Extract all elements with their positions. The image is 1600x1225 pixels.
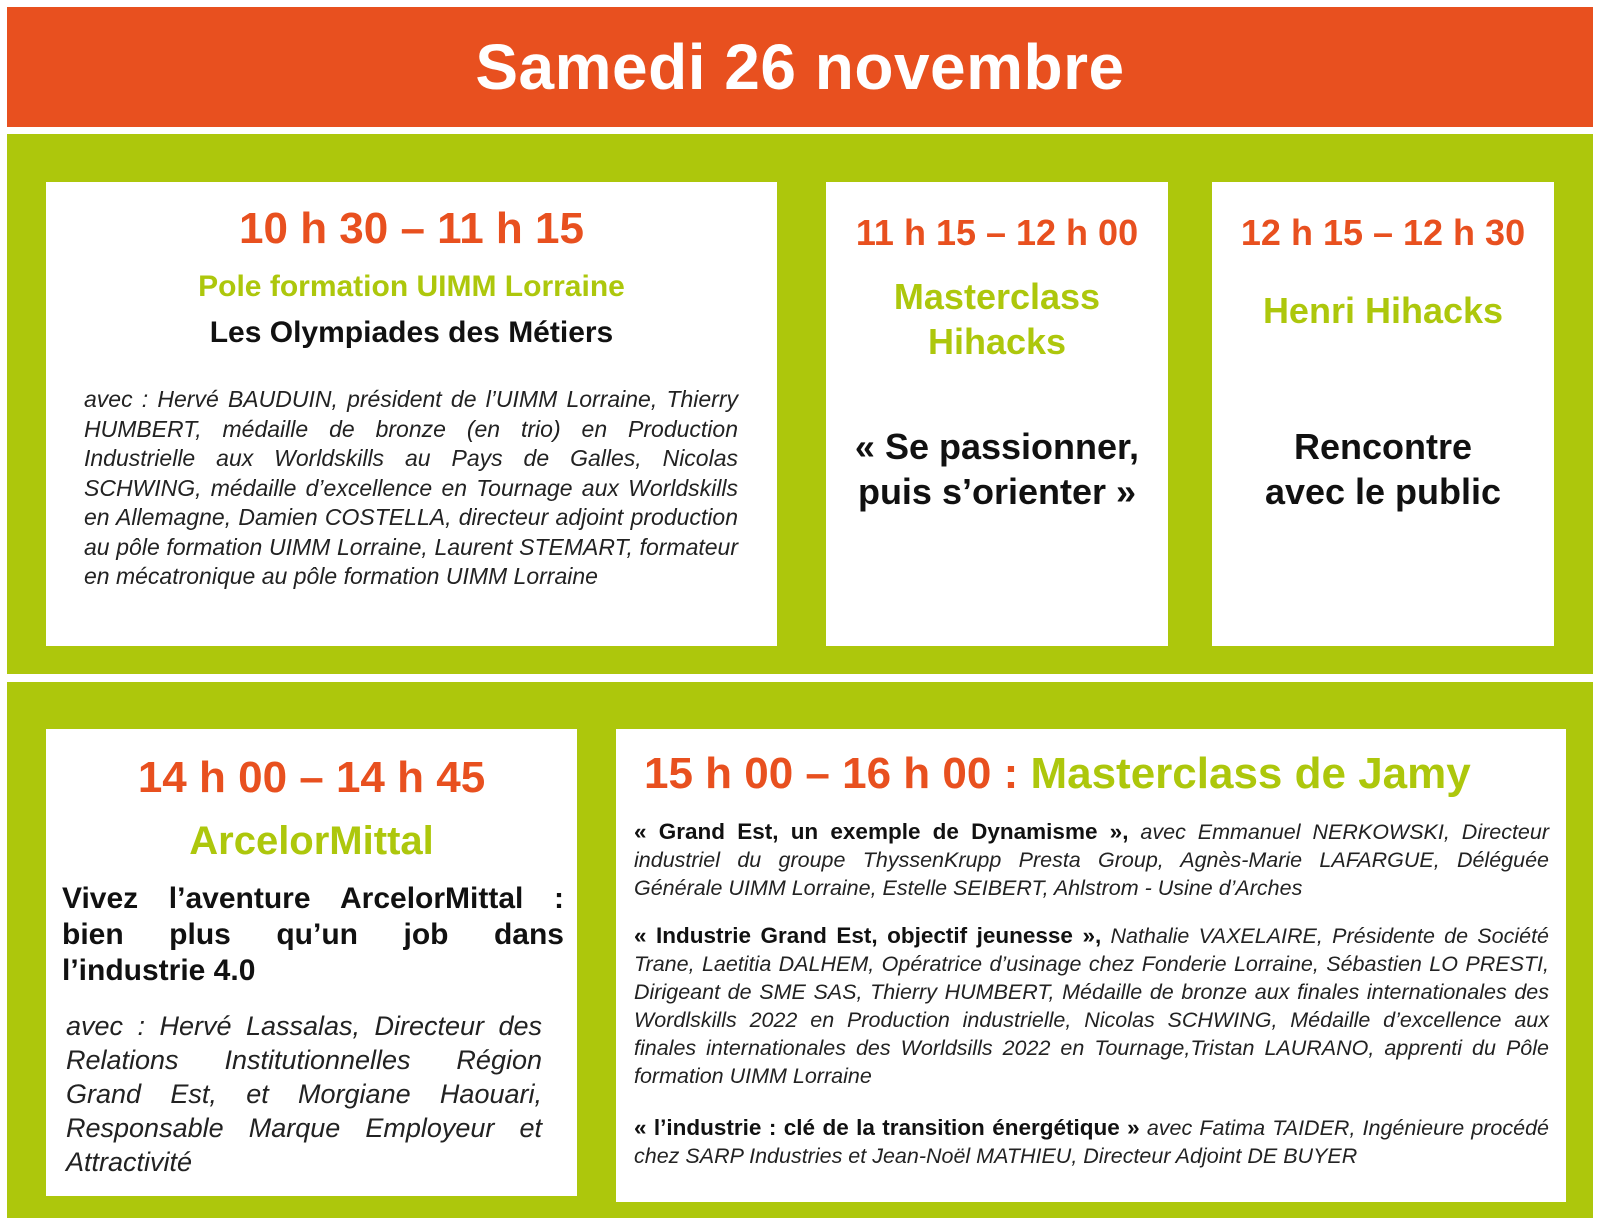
session-organizer: Pole formation UIMM Lorraine: [198, 270, 625, 303]
session-title: [1212, 424, 1554, 514]
talk-title: « Grand Est, un exemple de Dynamisme »,: [634, 819, 1129, 844]
session-heading: [644, 749, 1546, 799]
page-title: Samedi 26 novembre: [7, 7, 1593, 127]
session-organizer: [826, 274, 1168, 364]
session-title: Vivez l’aventure ArcelorMittal : bien plus qu’un job dans l’industrie 4.0: [62, 882, 564, 987]
talk-item: [634, 922, 1549, 1090]
title-line: puis s’orienter »: [857, 471, 1137, 512]
session-time: 11 h 15 – 12 h 00: [855, 212, 1139, 253]
session-organizer: Henri Hihacks: [1262, 290, 1504, 331]
session-description: avec : Hervé BAUDUIN, président de l’UIMM Lorraine, Thierry HUMBERT, médaille de bronze (en trio) en Production Industrielle aux Worldskills au Pays de Galles, Nicolas SCHWING, médaille d’excellence en Tournage aux Worldskills en Allemagne, Damien COSTELLA, directeur adjoint production au pôle formation UIMM Lorraine, Laurent STEMART, formateur en mécatronique au pôle formation UIMM Lorraine: [84, 386, 738, 589]
session-time: 10 h 30 – 11 h 15: [239, 204, 584, 253]
session-title: Les Olympiades des Métiers: [209, 316, 614, 349]
session-title: [826, 424, 1168, 514]
talk-title: « Industrie Grand Est, objectif jeunesse »,: [634, 923, 1102, 948]
session-time: 12 h 15 – 12 h 30: [1240, 212, 1526, 253]
talk-speakers: avec Fatima TAIDER, Ingénieure procédé chez SARP Industries et Jean-Noël MATHIEU, Directeur Adjoint DE BUYER: [634, 1116, 1549, 1168]
session-description: avec : Hervé Lassalas, Directeur des Relations Institutionnelles Région Grand Est, et Morgiane Haouari, Responsable Marque Employeur et Attractivité: [66, 1011, 542, 1177]
session-card-masterclass-hihacks: [826, 182, 1168, 646]
talk-item: [634, 818, 1549, 902]
talk-item: [634, 1114, 1549, 1170]
title-line: avec le public: [1264, 471, 1502, 512]
session-card-henri-hihacks: [1212, 182, 1554, 646]
title-line: Rencontre: [1293, 426, 1473, 467]
organizer-line: Masterclass: [893, 276, 1101, 317]
session-card-olympiades: [46, 182, 777, 646]
organizer-line: Hihacks: [927, 321, 1067, 362]
talk-speakers: avec Emmanuel NERKOWSKI, Directeur industriel du groupe ThyssenKrupp Presta Group, Agnès-Marie LAFARGUE, Déléguée Générale UIMM Lorraine, Estelle SEIBERT, Ahlstrom - Usine d’Arches: [634, 820, 1550, 900]
session-time: 15 h 00 – 16 h 00 :: [644, 749, 1019, 798]
session-card-masterclass-jamy: [616, 729, 1566, 1202]
title-line: « Se passionner,: [854, 426, 1140, 467]
session-card-arcelormittal: [46, 729, 577, 1196]
session-organizer: ArcelorMittal: [189, 819, 434, 863]
session-time: 14 h 00 – 14 h 45: [137, 753, 486, 802]
session-organizer: Masterclass de Jamy: [1030, 749, 1471, 798]
talk-title: « l’industrie : clé de la transition énergétique »: [634, 1115, 1140, 1140]
talk-speakers: Nathalie VAXELAIRE, Présidente de Société Trane, Laetitia DALHEM, Opératrice d’usinage chez Fonderie Lorraine, Sébastien LO PRESTI, Dirigeant de SME SAS, Thierry HUMBERT, Médaille de bronze aux finales internationales des Wordlskills 2022 en Production industrielle, Nicolas SCHWING, Médaille d’excellence aux finales internationales des Worldsills 2022 en Tournage,Tristan LAURANO, apprenti du Pôle formation UIMM Lorraine: [634, 924, 1549, 1088]
